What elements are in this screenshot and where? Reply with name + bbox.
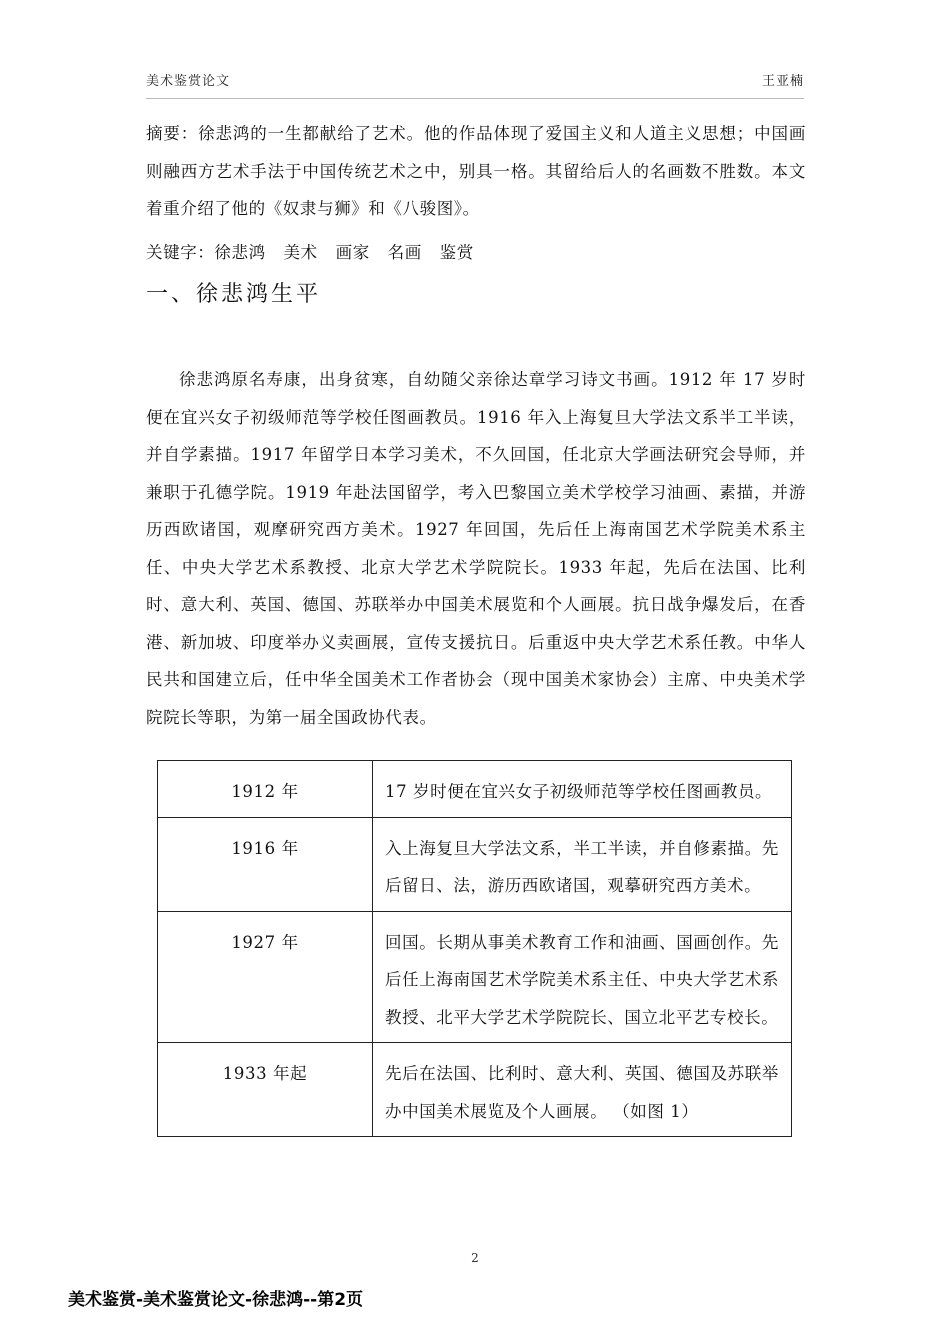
timeline-description: 先后在法国、比利时、意大利、英国、德国及苏联举办中国美术展览及个人画展。 （如图 1） (373, 1043, 792, 1137)
table-row (158, 911, 792, 1043)
timeline-description: 入上海复旦大学法文系，半工半读，并自修素描。先后留日、法，游历西欧诸国，观摹研究西方美术。 (373, 817, 792, 911)
table-row (158, 1043, 792, 1137)
section-heading: 一、徐悲鸿生平 (146, 282, 322, 307)
header-divider (146, 98, 804, 99)
timeline-description: 回国。长期从事美术教育工作和油画、国画创作。先后任上海南国艺术学院美术系主任、中央大学艺术系教授、北平大学艺术学院院长、国立北平艺专校长。 (373, 911, 792, 1043)
timeline-year: 1927 年 (158, 911, 373, 1043)
timeline-year: 1916 年 (158, 817, 373, 911)
table-row (158, 761, 792, 818)
timeline-year: 1912 年 (158, 761, 373, 818)
timeline-description: 17 岁时便在宜兴女子初级师范等学校任图画教员。 (373, 761, 792, 818)
header-author: 王亚楠 (761, 74, 804, 89)
keywords-line: 关键字：徐悲鸿 美术 画家 名画 鉴赏 (146, 242, 474, 262)
biography-paragraph: 徐悲鸿原名寿康，出身贫寒，自幼随父亲徐达章学习诗文书画。1912 年 17 岁时便在宜兴女子初级师范等学校任图画教员。1916 年入上海复旦大学法文系半工半读，并自学素描。1917 年留学日本学习美术，不久回国，任北京大学画法研究会导师，并兼职于孔德学院。1919 年赴法国留学，考入巴黎国立美术学校学习油画、素描，并游历西欧诸国，观摩研究西方美术。1927 年回国，先后任上海南国艺术学院美术系主任、中央大学艺术系教授、北京大学艺术学院院长。1933 年起，先后在法国、比利时、意大利、英国、德国、苏联举办中国美术展览和个人画展。抗日战争爆发后，在香港、新加坡、印度举办义卖画展，宣传支援抗日。后重返中央大学艺术系任教。中华人民共和国建立后，任中华全国美术工作者协会（现中国美术家协会）主席、中央美术学院院长等职，为第一届全国政协代表。 (146, 370, 806, 727)
timeline-year: 1933 年起 (158, 1043, 373, 1137)
timeline-table (157, 760, 792, 1137)
abstract-paragraph: 摘要：徐悲鸿的一生都献给了艺术。他的作品体现了爱国主义和人道主义思想；中国画则融西方艺术手法于中国传统艺术之中，别具一格。其留给后人的名画数不胜数。本文着重介绍了他的《奴隶与狮》和《八骏图》。 (146, 124, 806, 218)
document-body (146, 115, 806, 736)
page-footer-caption: 美术鉴赏-美术鉴赏论文-徐悲鸿--第2页 (68, 1290, 364, 1310)
header-left-title: 美术鉴赏论文 (146, 74, 231, 89)
table-row (158, 817, 792, 911)
page-number: 2 (471, 1251, 479, 1265)
